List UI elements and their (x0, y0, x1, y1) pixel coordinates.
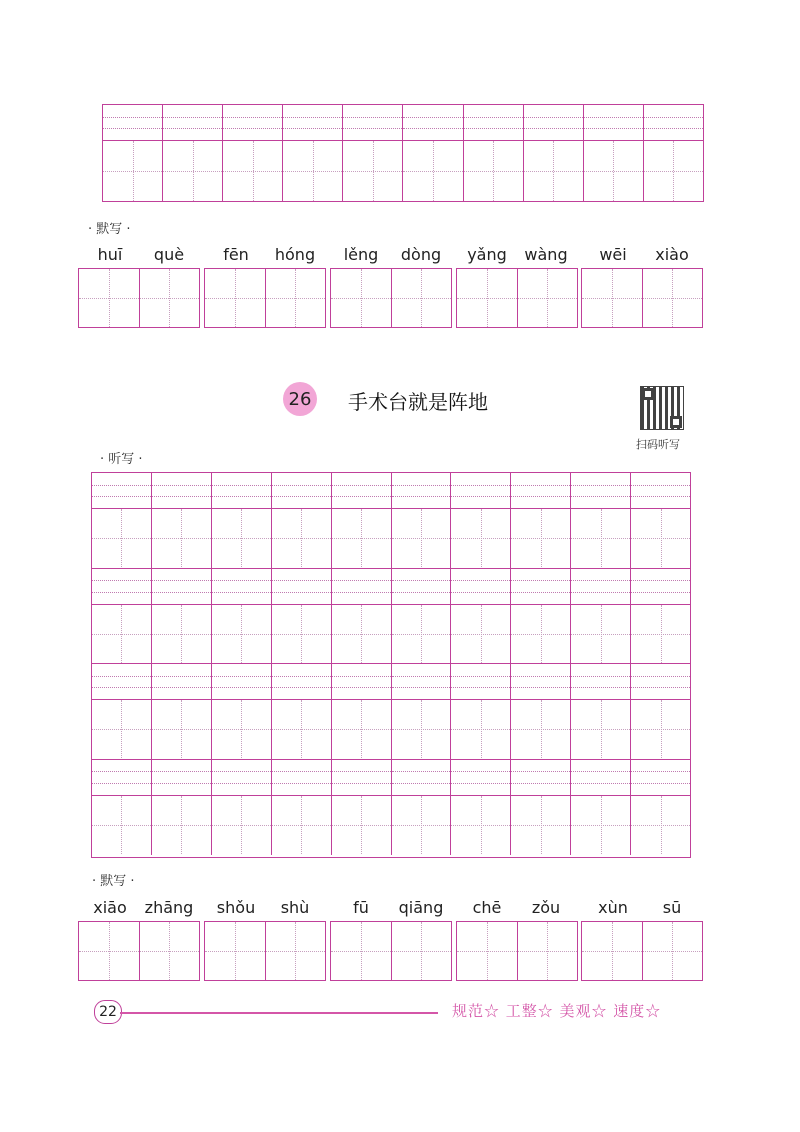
dictation-box[interactable] (78, 268, 200, 328)
grid-cell[interactable] (151, 760, 211, 856)
grid-cell[interactable] (570, 664, 630, 759)
grid-cell[interactable] (402, 105, 462, 201)
grid-cell[interactable] (211, 569, 271, 664)
pinyin-word: zhāng (144, 898, 194, 917)
grid-cell[interactable] (510, 664, 570, 759)
grid-cell[interactable] (92, 473, 151, 568)
dictation-box[interactable] (204, 268, 326, 328)
grid-cell[interactable] (92, 760, 151, 856)
grid-cell[interactable] (630, 473, 690, 568)
grid-cell[interactable] (630, 664, 690, 759)
grid-cell[interactable] (510, 473, 570, 568)
grid-cell[interactable] (103, 105, 162, 201)
pinyin-word: xùn (598, 898, 628, 917)
dictation-label: · 默写 · (88, 222, 131, 237)
dictation-box[interactable] (456, 921, 578, 981)
grid-row (92, 664, 690, 760)
grid-cell[interactable] (271, 664, 331, 759)
pinyin-word: shù (280, 898, 310, 917)
grid-cell[interactable] (391, 569, 451, 664)
grid-cell[interactable] (450, 664, 510, 759)
pinyin-word: huī (97, 245, 123, 264)
pinyin-word: chē (472, 898, 502, 917)
dictation-box[interactable] (581, 268, 703, 328)
dictation-box[interactable] (204, 921, 326, 981)
grid-cell[interactable] (211, 473, 271, 568)
pinyin-word: zǒu (531, 898, 561, 917)
pinyin-word: yǎng (467, 245, 507, 264)
lesson-number-badge: 26 (283, 382, 317, 416)
dictation-box[interactable] (78, 921, 200, 981)
pinyin-word: hóng (274, 245, 316, 264)
grid-cell[interactable] (391, 760, 451, 856)
grid-cell[interactable] (630, 569, 690, 664)
grid-cell[interactable] (630, 760, 690, 856)
grid-cell[interactable] (523, 105, 583, 201)
grid-cell[interactable] (151, 473, 211, 568)
grid-cell[interactable] (92, 569, 151, 664)
pinyin-word: sū (662, 898, 682, 917)
rating-criteria: 规范☆ 工整☆ 美观☆ 速度☆ (452, 1002, 662, 1020)
grid-cell[interactable] (583, 105, 643, 201)
dictation-box[interactable] (330, 268, 452, 328)
pinyin-word: wàng (524, 245, 568, 264)
dictation-box[interactable] (456, 268, 578, 328)
grid-cell[interactable] (331, 760, 391, 856)
grid-cell[interactable] (162, 105, 222, 201)
grid-cell[interactable] (222, 105, 282, 201)
grid-cell[interactable] (643, 105, 703, 201)
grid-cell[interactable] (463, 105, 523, 201)
grid-row (92, 569, 690, 665)
listen-write-grid (91, 472, 691, 858)
grid-cell[interactable] (510, 760, 570, 856)
grid-cell[interactable] (450, 760, 510, 856)
pinyin-word: fēn (223, 245, 249, 264)
grid-cell[interactable] (342, 105, 402, 201)
pinyin-word: lěng (343, 245, 379, 264)
pinyin-word: què (153, 245, 185, 264)
grid-cell[interactable] (570, 760, 630, 856)
grid-cell[interactable] (510, 569, 570, 664)
pinyin-word: fū (353, 898, 369, 917)
grid-cell[interactable] (151, 569, 211, 664)
grid-cell[interactable] (271, 473, 331, 568)
grid-cell[interactable] (211, 664, 271, 759)
footer-divider (120, 1012, 438, 1014)
pinyin-word: xiāo (93, 898, 127, 917)
grid-cell[interactable] (331, 664, 391, 759)
pinyin-word: wēi (599, 245, 627, 264)
grid-cell[interactable] (391, 473, 451, 568)
grid-cell[interactable] (331, 569, 391, 664)
grid-row (92, 473, 690, 569)
dictation-box[interactable] (581, 921, 703, 981)
page-number: 22 (94, 1000, 122, 1024)
pinyin-word: shǒu (216, 898, 256, 917)
grid-cell[interactable] (450, 473, 510, 568)
dictation-label: · 默写 · (92, 874, 135, 889)
grid-row (92, 760, 690, 856)
grid-cell[interactable] (282, 105, 342, 201)
top-writing-grid (102, 104, 704, 202)
qr-caption: 扫码听写 (636, 438, 680, 451)
qr-code-icon[interactable] (640, 386, 684, 430)
grid-cell[interactable] (450, 569, 510, 664)
grid-cell[interactable] (391, 664, 451, 759)
grid-cell[interactable] (570, 569, 630, 664)
dictation-box[interactable] (330, 921, 452, 981)
grid-cell[interactable] (271, 760, 331, 856)
grid-cell[interactable] (151, 664, 211, 759)
pinyin-word: dòng (400, 245, 442, 264)
pinyin-word: qiāng (398, 898, 444, 917)
grid-cell[interactable] (92, 664, 151, 759)
grid-cell[interactable] (211, 760, 271, 856)
pinyin-word: xiào (655, 245, 689, 264)
lesson-title: 手术台就是阵地 (348, 390, 488, 414)
listen-write-label: · 听写 · (100, 452, 143, 467)
grid-cell[interactable] (271, 569, 331, 664)
grid-cell[interactable] (570, 473, 630, 568)
grid-cell[interactable] (331, 473, 391, 568)
